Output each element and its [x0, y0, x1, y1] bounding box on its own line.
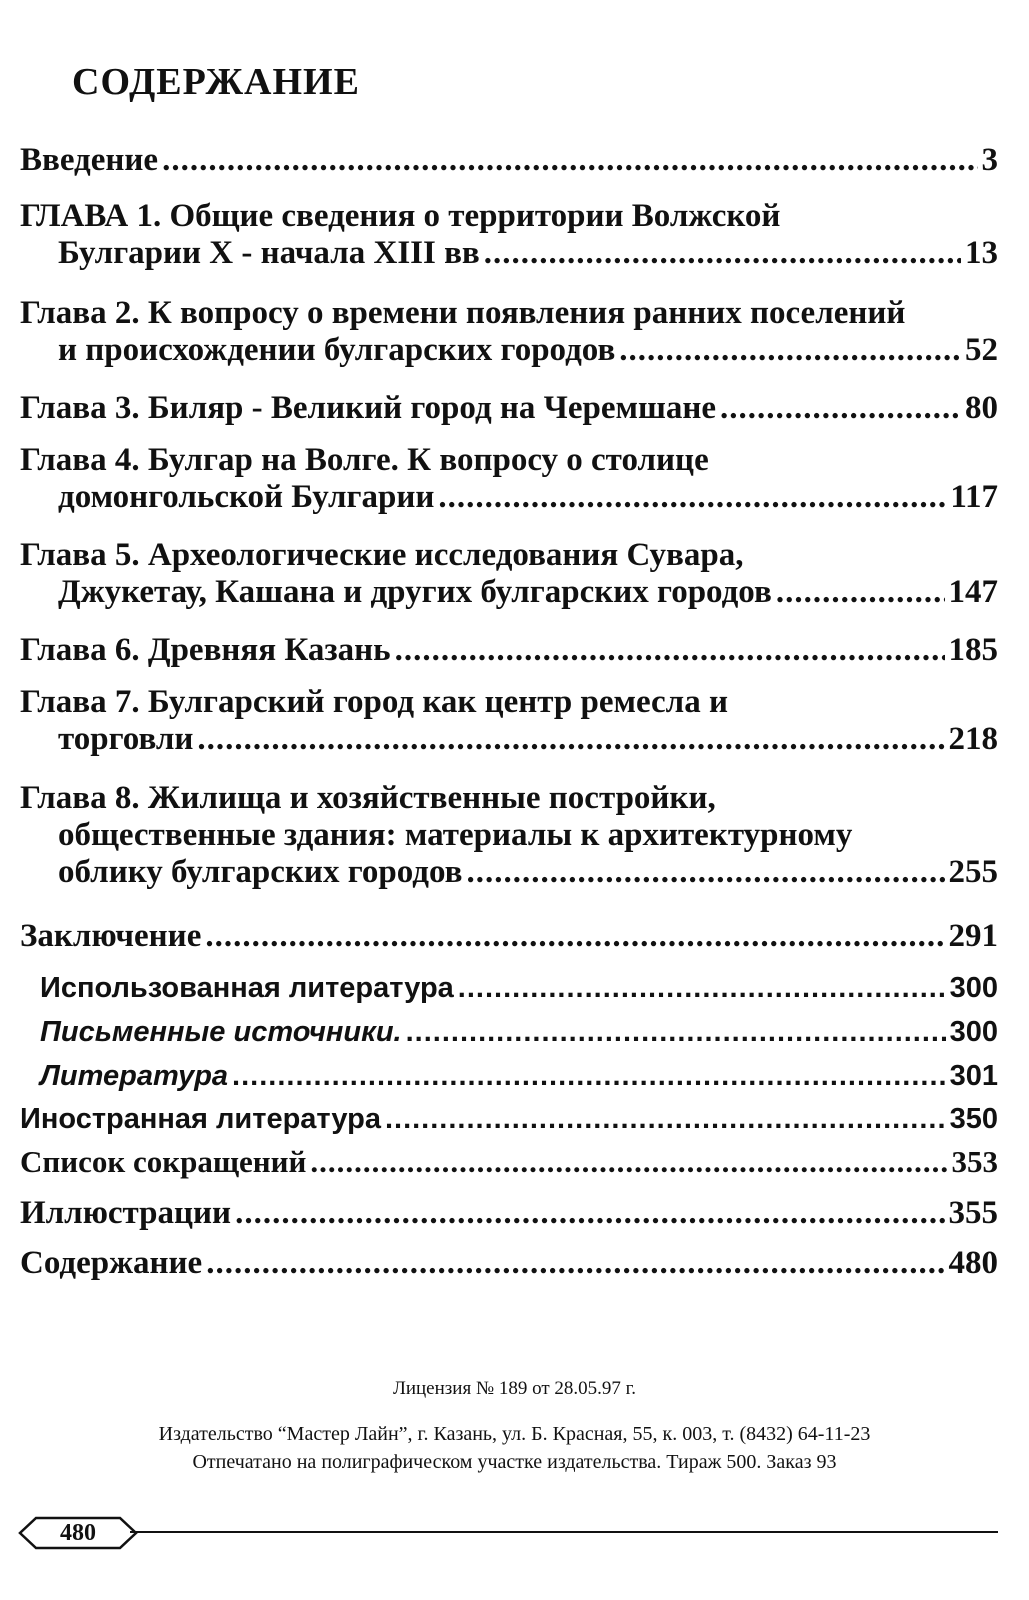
leader-dots — [458, 972, 946, 1004]
toc-entry-chapter-4[interactable] — [20, 442, 998, 516]
toc-entry-title: Глава 3. Биляр - Великий город на Черемшане — [20, 390, 717, 426]
toc-entry-page: 301 — [949, 1060, 998, 1092]
toc-entry-title: Литература — [40, 1060, 229, 1092]
toc-entry-page: 355 — [948, 1195, 998, 1231]
leader-dots — [395, 632, 945, 669]
toc-entry-title-cont: торговли — [58, 720, 194, 757]
toc-entry-title: Глава 5. Археологические исследования Сувара, — [20, 537, 744, 573]
toc-entry-title-cont: Булгарии X - начала XIII вв — [58, 234, 480, 271]
leader-dots — [235, 1195, 944, 1232]
toc-entry-chapter-3[interactable] — [20, 390, 998, 427]
toc-entry-title: Иллюстрации — [20, 1195, 232, 1231]
toc-entry-contents[interactable] — [20, 1245, 998, 1282]
toc-entry-literature[interactable] — [40, 1060, 998, 1092]
toc-entry-page: 255 — [948, 853, 998, 890]
toc-entry-title: Введение — [20, 142, 159, 178]
leader-dots — [310, 1145, 947, 1180]
leader-dots — [162, 142, 977, 179]
toc-entry-page: 350 — [949, 1103, 998, 1135]
toc-entry-title-cont: и происхождении булгарских городов — [58, 331, 616, 368]
imprint-publisher: Издательство “Мастер Лайн”, г. Казань, ул. Б. Красная, 55, к. 003, т. (8432) 64-11-23 — [158, 1423, 871, 1445]
toc-entry-title: Иностранная литература — [20, 1103, 381, 1135]
toc-entry-title: Использованная литература — [40, 972, 454, 1004]
toc-entry-chapter-8[interactable] — [20, 780, 998, 891]
leader-dots — [720, 390, 961, 427]
toc-entry-title: Заключение — [20, 918, 202, 954]
leader-dots — [205, 918, 944, 955]
toc-entry-page: 3 — [981, 142, 998, 178]
page-number: 480 — [60, 1520, 96, 1546]
toc-entry-page: 300 — [949, 972, 998, 1004]
toc-entry-title-cont: домонгольской Булгарии — [58, 478, 435, 515]
toc-entry-page: 80 — [965, 390, 998, 426]
imprint-license: Лицензия № 189 от 28.05.97 г. — [392, 1378, 637, 1399]
toc-entry-page: 117 — [950, 478, 998, 515]
footer-rule — [130, 1531, 998, 1533]
toc-entry-title-cont: общественные здания: материалы к архитектурному — [58, 816, 853, 853]
leader-dots — [484, 235, 961, 272]
toc-entry-title: Список сокращений — [20, 1144, 307, 1179]
toc-entry-title: Глава 7. Булгарский город как центр ремесла и — [20, 684, 728, 720]
toc-entry-page: 13 — [965, 234, 998, 271]
page-title: СОДЕРЖАНИЕ — [72, 61, 360, 103]
toc-entry-page: 480 — [948, 1245, 998, 1281]
imprint-printing: Отпечатано на полиграфическом участке издательства. Тираж 500. Заказ 93 — [192, 1451, 837, 1473]
toc-entry-abbreviations[interactable] — [20, 1145, 998, 1180]
toc-entry-title: ГЛАВА 1. Общие сведения о территории Волжской — [20, 198, 781, 234]
leader-dots — [619, 332, 961, 369]
leader-dots — [776, 574, 945, 611]
toc-entry-intro[interactable] — [20, 142, 998, 179]
toc-entry-chapter-1[interactable] — [20, 198, 998, 272]
toc-entry-page: 52 — [965, 331, 998, 368]
toc-entry-page: 218 — [948, 720, 998, 757]
toc-entry-page: 291 — [948, 918, 998, 954]
leader-dots — [438, 479, 946, 516]
leader-dots — [385, 1103, 946, 1135]
toc-entry-written-sources[interactable] — [40, 1016, 998, 1048]
toc-entry-illustrations[interactable] — [20, 1195, 998, 1232]
toc-entry-title: Содержание — [20, 1245, 203, 1281]
toc-entry-page: 300 — [949, 1016, 998, 1048]
leader-dots — [232, 1060, 946, 1092]
toc-entry-title-cont: Джукетау, Кашана и других булгарских городов — [58, 573, 772, 610]
toc-entry-conclusion[interactable] — [20, 918, 998, 955]
toc-entry-page: 147 — [948, 573, 998, 610]
toc-entry-title: Глава 2. К вопросу о времени появления ранних поселений — [20, 295, 906, 331]
toc-entry-page: 353 — [951, 1144, 998, 1179]
toc-entry-foreign-literature[interactable] — [20, 1103, 998, 1135]
page-number-badge — [18, 1516, 138, 1550]
toc-entry-chapter-5[interactable] — [20, 537, 998, 611]
leader-dots — [197, 721, 944, 758]
leader-dots — [206, 1245, 944, 1282]
toc-entry-references[interactable] — [40, 972, 998, 1004]
leader-dots — [466, 854, 944, 891]
toc-entry-title-cont: облику булгарских городов — [58, 853, 463, 890]
toc-entry-title: Письменные источники. — [40, 1016, 402, 1048]
leader-dots — [406, 1016, 946, 1048]
toc-entry-chapter-6[interactable] — [20, 632, 998, 669]
toc-entry-chapter-2[interactable] — [20, 295, 998, 369]
toc-entry-title: Глава 4. Булгар на Волге. К вопросу о столице — [20, 442, 709, 478]
toc-entry-title: Глава 8. Жилища и хозяйственные постройки, — [20, 780, 716, 816]
toc-entry-page: 185 — [948, 632, 998, 668]
toc-entry-chapter-7[interactable] — [20, 684, 998, 758]
toc-entry-title: Глава 6. Древняя Казань — [20, 632, 391, 668]
